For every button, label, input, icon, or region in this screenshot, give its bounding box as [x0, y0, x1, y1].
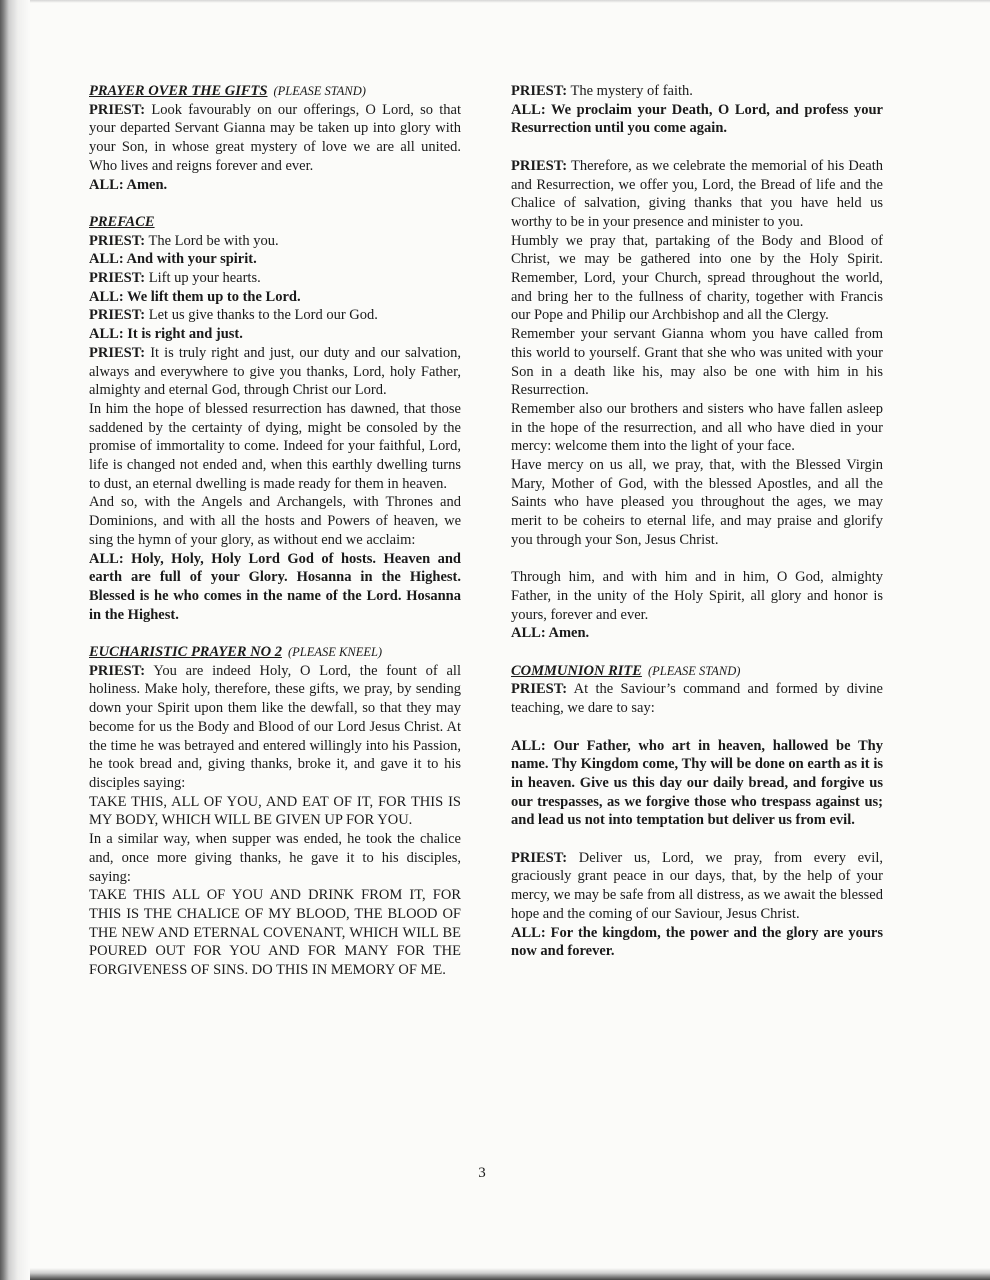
priest-text: Deliver us, Lord, we pray, from every evil, graciously grant peace in our days, that, by the help of your mercy, we may be safe from all distress, as we await the blessed hope and the coming of our Saviour, Jesus Christ. — [511, 849, 883, 922]
final-response: ALL: For the kingdom, the power and the glory are yours now and forever. — [511, 924, 883, 960]
spacer — [511, 550, 883, 569]
priest-text: Lift up your hearts. — [145, 270, 261, 287]
scan-shadow-bottom — [30, 1268, 990, 1280]
priest-label: PRIEST: — [511, 849, 568, 866]
memorial-paragraph-2: Remember your servant Gianna whom you have called from this world to yourself. Grant that she who was united with your Son in a death like his, may also be one with him in his Resurrection. — [511, 326, 883, 399]
preface-priest-2 — [89, 269, 461, 288]
memorial-paragraph-1: Humbly we pray that, partaking of the Body and Blood of Christ, we may be gathered into one by the Holy Spirit. Remember, Lord, your Church, spread throughout the world, and bring her to the fullness of charity, together with Francis our Pope and Philip our Archbishop and all the Clergy. — [511, 232, 883, 324]
communion-priest-2 — [511, 849, 883, 924]
spacer — [511, 718, 883, 737]
prayer-over-gifts-response: ALL: Amen. — [89, 176, 168, 193]
eucharistic-prayer-instruction: (PLEASE KNEEL) — [287, 645, 383, 660]
priest-label: PRIEST: — [89, 662, 146, 679]
eucharistic-prayer-heading — [89, 643, 461, 662]
communion-rite-title: COMMUNION RITE — [511, 662, 642, 679]
spacer — [511, 643, 883, 662]
consecration-chalice-text: TAKE THIS ALL OF YOU AND DRINK FROM IT, FOR THIS IS THE CHALICE OF MY BLOOD, THE BLOOD OF THE NEW AND ETERNAL COVENANT, WHICH WILL BE POURED OUT FOR YOU AND FOR MANY FOR THE FORGIVENESS OF SINS. DO THIS IN MEMORY OF ME. — [89, 887, 461, 979]
eucharistic-prayer-priest — [89, 662, 461, 793]
spacer — [89, 624, 461, 643]
priest-label: PRIEST: — [89, 232, 146, 249]
priest-text: The mystery of faith. — [567, 83, 693, 99]
priest-text: Therefore, as we celebrate the memorial of his Death and Resurrection, we offer you, Lord, the Bread of life and the Chalice of salvation, giving thanks that you have held us worthy to be in your presence and minister to you. — [511, 157, 883, 230]
priest-label: PRIEST: — [511, 83, 568, 99]
priest-label: PRIEST: — [89, 344, 146, 361]
prayer-over-gifts-heading — [89, 82, 461, 101]
preface-priest-1 — [89, 232, 461, 251]
preface-paragraph-1: In him the hope of blessed resurrection has dawned, that those saddened by the certainty of dying, might be consoled by the promise of immortality to come. Indeed for your faithful, Lord, life is changed not ended and, when this earthly dwelling turns to dust, an eternal dwelling is made ready for them in heaven. — [89, 400, 461, 492]
preface-response-3: ALL: It is right and just. — [89, 326, 243, 343]
left-column — [89, 82, 461, 980]
prayer-over-gifts-instruction: (PLEASE STAND) — [273, 84, 366, 98]
preface-response-2: ALL: We lift them up to the Lord. — [89, 288, 301, 305]
our-father-response: ALL: Our Father, who art in heaven, hallowed be Thy name. Thy Kingdom come, Thy will be done on earth as it is in heaven. Give us this day our daily bread, and forgive us our trespasses, as we forgive those who trespass against us; and lead us not into temptation but deliver us from evil. — [511, 737, 883, 829]
prayer-over-gifts-title: PRAYER OVER THE GIFTS — [89, 83, 268, 99]
preface-priest-3 — [89, 306, 461, 325]
consecration-bread-text: TAKE THIS, ALL OF YOU, AND EAT OF IT, FOR THIS IS MY BODY, WHICH WILL BE GIVEN UP FOR YOU. — [89, 793, 461, 829]
communion-rite-instruction: (PLEASE STAND) — [647, 663, 741, 678]
doxology-response: ALL: Amen. — [511, 625, 590, 642]
memorial-paragraph-3: Remember also our brothers and sisters who have fallen asleep in the hope of the resurrection, and all who have died in your mercy: welcome them into the light of your face. — [511, 400, 883, 455]
preface-priest-4 — [89, 344, 461, 400]
priest-label: PRIEST: — [89, 307, 146, 324]
doxology-text: Through him, and with him and in him, O God, almighty Father, in the unity of the Holy Spirit, all glory and honor is yours, forever and ever. — [511, 569, 883, 623]
mystery-priest — [511, 82, 883, 101]
priest-text: You are indeed Holy, O Lord, the fount of all holiness. Make holy, therefore, these gifts, we pray, by sending down your Spirit upon them like the dewfall, so that they may become for us the Body and Blood of our Lord Jesus Christ. At the time he was betrayed and entered willingly into his Passion, he took bread and, giving thanks, broke it, and gave it to his disciples saying: — [89, 662, 461, 791]
priest-text: At the Saviour’s command and formed by divine teaching, we dare to say: — [511, 681, 883, 717]
priest-label: PRIEST: — [89, 270, 146, 287]
priest-text: It is truly right and just, our duty and our salvation, always and everywhere to give you thanks, Lord, holy Father, almighty and eternal God, through Christ our Lord. — [89, 344, 461, 399]
mystery-response: ALL: We proclaim your Death, O Lord, and profess your Resurrection until you come again. — [511, 101, 883, 137]
spacer — [511, 138, 883, 157]
scan-shadow-left — [0, 0, 30, 1280]
prayer-over-gifts-priest — [89, 101, 461, 176]
right-column — [511, 82, 883, 961]
preface-title: PREFACE — [89, 213, 155, 230]
spacer — [89, 194, 461, 213]
spacer — [511, 830, 883, 849]
memorial-paragraph-4: Have mercy on us all, we pray, that, with the Blessed Virgin Mary, Mother of God, with the blessed Apostles, and all the Saints who have pleased you throughout the ages, we may merit to be coheirs to eternal life, and may praise and glorify you through your Son, Jesus Christ. — [511, 457, 883, 548]
communion-priest-1 — [511, 680, 883, 717]
eucharistic-prayer-title: EUCHARISTIC PRAYER NO 2 — [89, 644, 282, 661]
preface-heading — [89, 213, 461, 232]
communion-rite-heading — [511, 662, 883, 681]
page-number: 3 — [478, 1165, 486, 1181]
priest-text: Let us give thanks to the Lord our God. — [145, 307, 378, 324]
scan-shadow-top — [30, 0, 990, 3]
priest-text: Look favourably on our offerings, O Lord, so that your departed Servant Gianna may be taken up into glory with your Son, in whose great mystery of love we are all united. Who lives and reigns forever and ever. — [89, 101, 461, 174]
priest-label: PRIEST: — [89, 101, 146, 118]
sanctus-response: ALL: Holy, Holy, Holy Lord God of hosts. Heaven and earth are full of your Glory. Hosanna in the Highest. Blessed is he who comes in the name of the Lord. Hosanna in the Highest. — [89, 550, 461, 623]
preface-response-1: ALL: And with your spirit. — [89, 251, 257, 268]
memorial-priest — [511, 157, 883, 232]
eucharistic-prayer-paragraph: In a similar way, when supper was ended, he took the chalice and, once more giving thanks, he gave it to his disciples, saying: — [89, 831, 461, 885]
priest-label: PRIEST: — [511, 681, 568, 698]
priest-label: PRIEST: — [511, 157, 568, 174]
preface-paragraph-2: And so, with the Angels and Archangels, with Thrones and Dominions, and with all the hosts and Powers of heaven, we sing the hymn of your glory, as without end we acclaim: — [89, 494, 461, 548]
priest-text: The Lord be with you. — [145, 232, 279, 249]
